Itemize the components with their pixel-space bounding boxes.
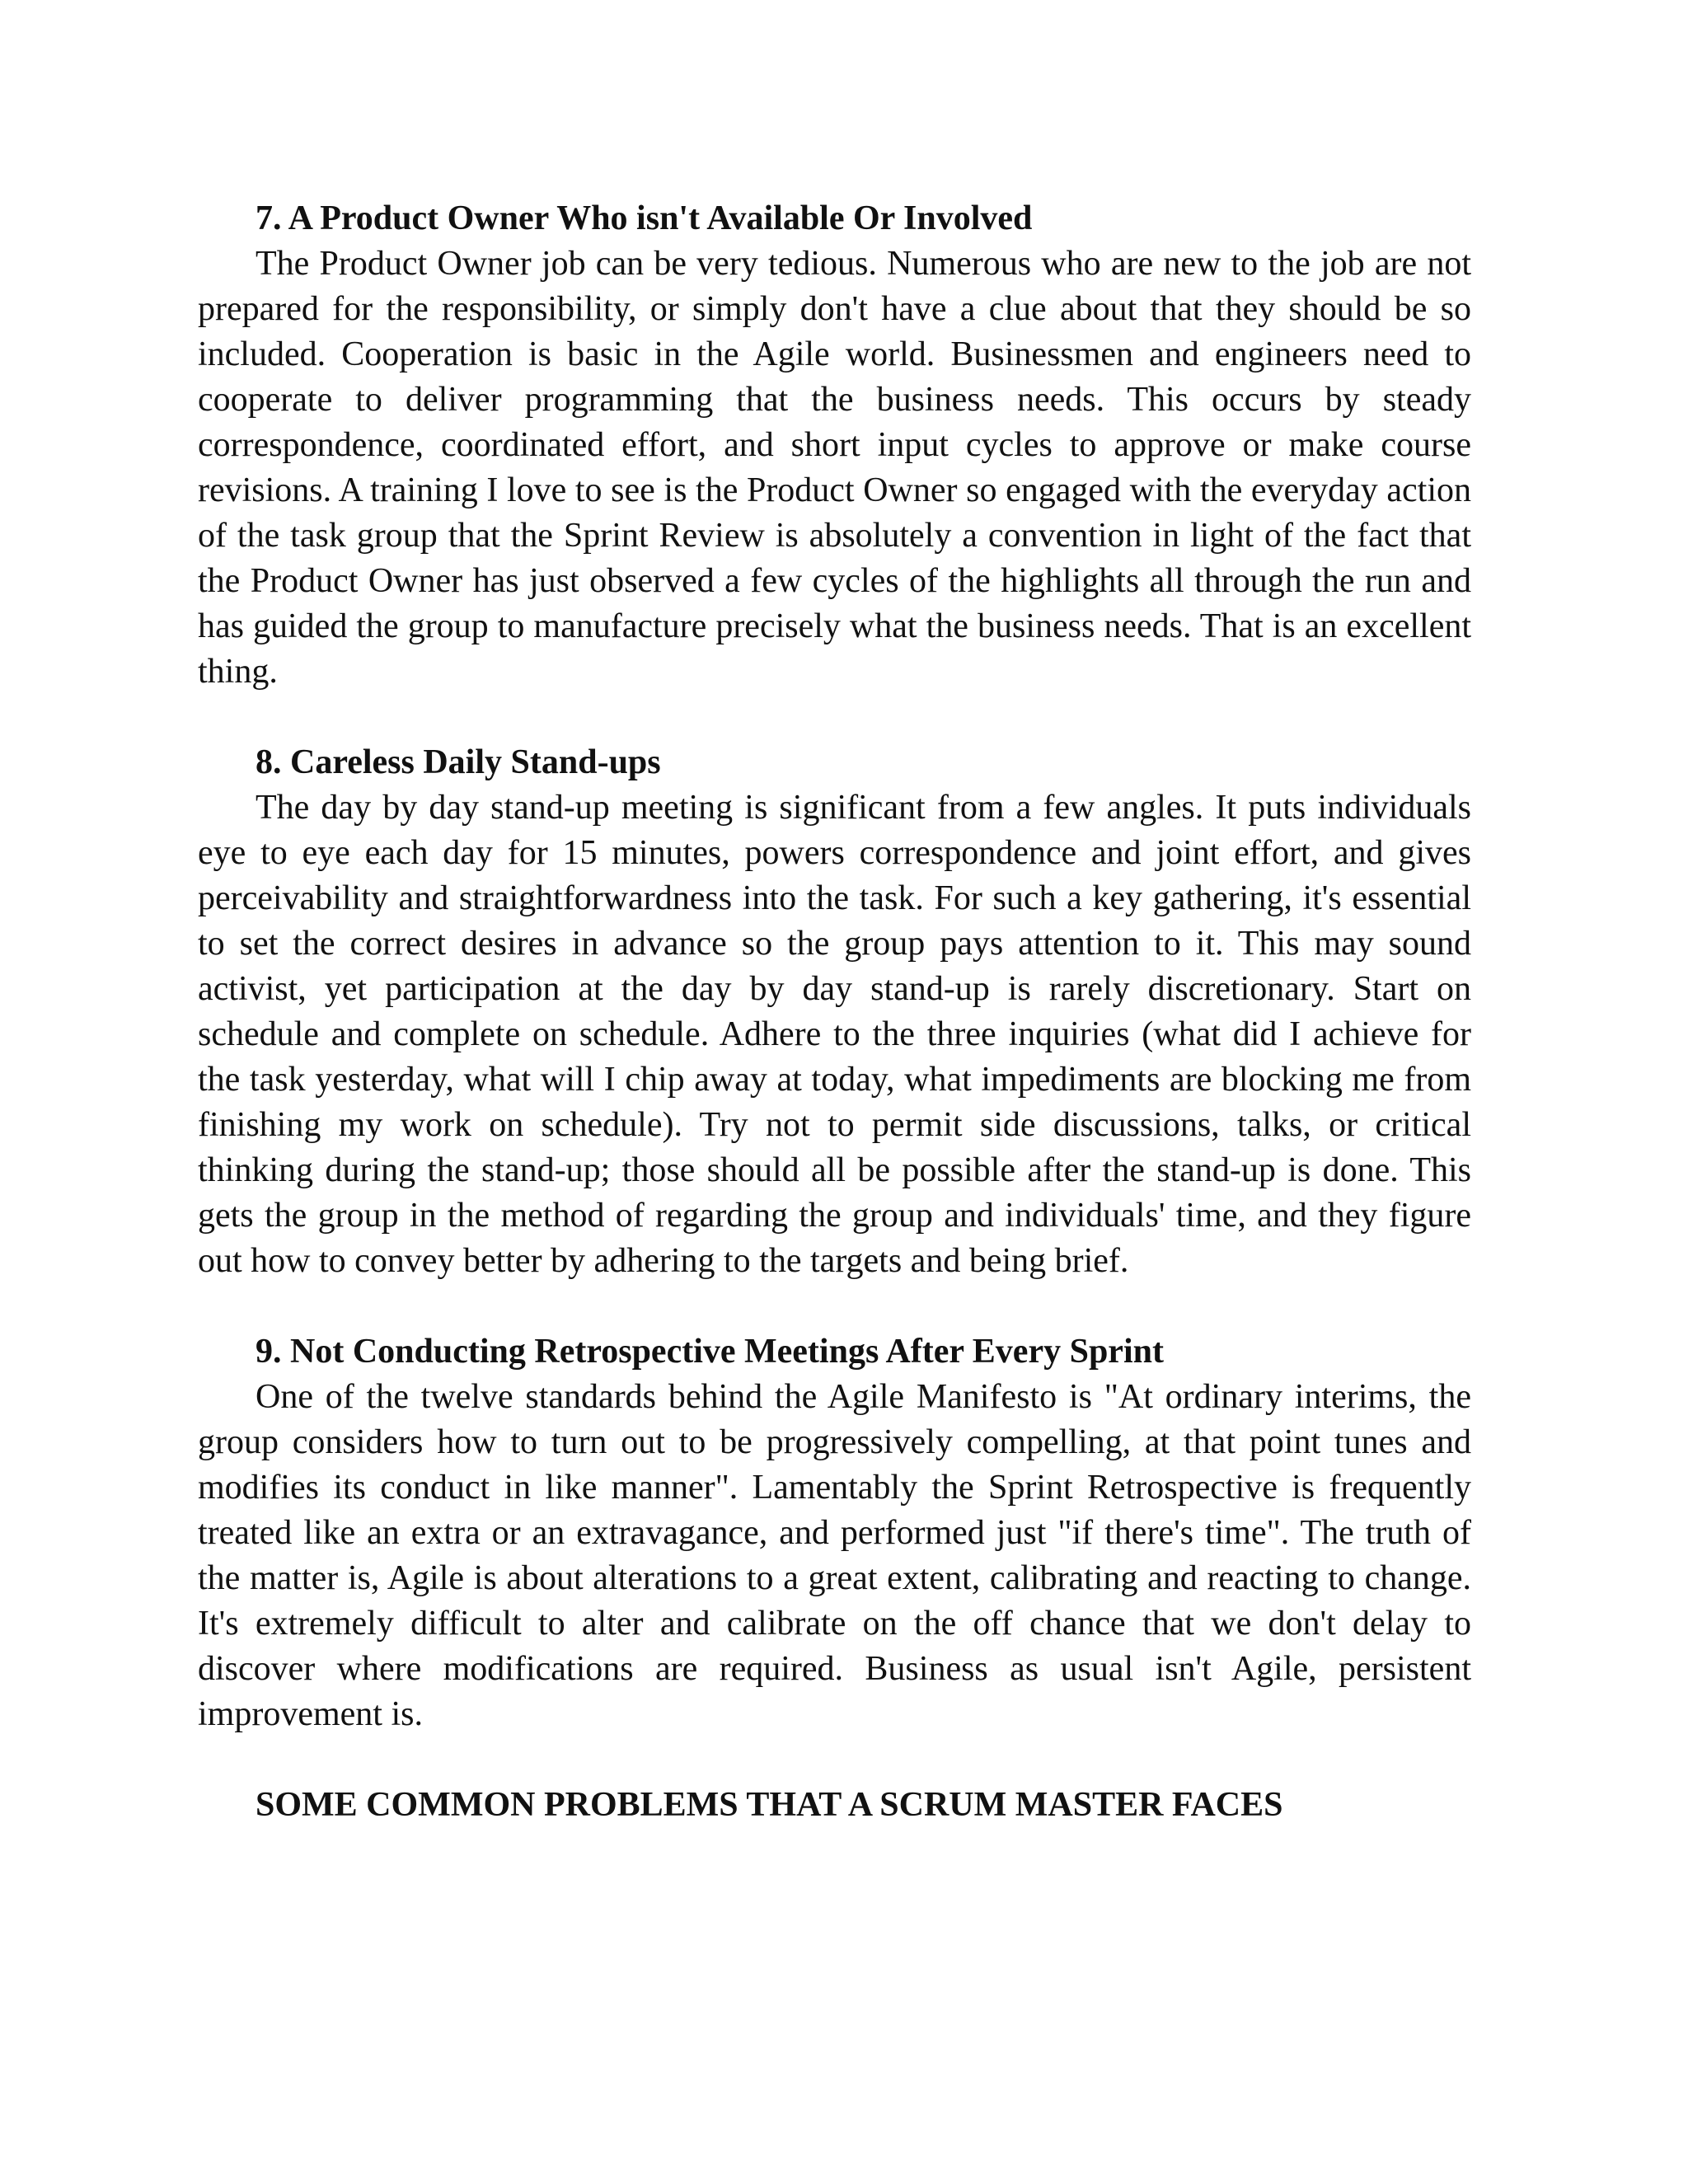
section-9 [198, 1329, 1471, 1737]
section-heading: 8. Careless Daily Stand-ups [256, 743, 661, 781]
section-paragraph: The Product Owner job can be very tedious. Numerous who are new to the job are not prepared for the responsibility, or simply don't have a clue about that they should be so included. Cooperation is basic in the Agile world. Businessmen and engineers need to cooperate to deliver programming that the business needs. This occurs by steady correspondence, coordinated effort, and short input cycles to approve or make course revisions. A training I love to see is the Product Owner so engaged with the everyday action of the task group that the Sprint Review is absolutely a convention in light of the fact that the Product Owner has just observed a few cycles of the highlights all through the run and has guided the group to manufacture precisely what the business needs. That is an excellent thing. [198, 245, 1471, 691]
section-8 [198, 740, 1471, 1284]
section-heading: 7. A Product Owner Who isn't Available Or Involved [256, 199, 1033, 237]
chapter-heading: SOME COMMON PROBLEMS THAT A SCRUM MASTER FACES [256, 1786, 1283, 1824]
section-7 [198, 196, 1471, 695]
document-page [198, 196, 1471, 1828]
section-paragraph: The day by day stand-up meeting is significant from a few angles. It puts individuals eye to eye each day for 15 minutes, powers correspondence and joint effort, and gives perceivability and straightforwardness into the task. For such a key gathering, it's essential to set the correct desires in advance so the group pays attention to it. This may sound activist, yet participation at the day by day stand-up is rarely discretionary. Start on schedule and complete on schedule. Adhere to the three inquiries (what did I achieve for the task yesterday, what will I chip away at today, what impediments are blocking me from finishing my work on schedule). Try not to permit side discussions, talks, or critical thinking during the stand-up; those should all be possible after the stand-up is done. This gets the group in the method of regarding the group and individuals' time, and they figure out how to convey better by adhering to the targets and being brief. [198, 789, 1471, 1280]
section-heading: 9. Not Conducting Retrospective Meetings After Every Sprint [256, 1333, 1164, 1371]
section-paragraph: One of the twelve standards behind the Agile Manifesto is "At ordinary interims, the group considers how to turn out to be progressively compelling, at that point tunes and modifies its conduct in like manner". Lamentably the Sprint Retrospective is frequently treated like an extra or an extravagance, and performed just "if there's time". The truth of the matter is, Agile is about alterations to a great extent, calibrating and reacting to change. It's extremely difficult to alter and calibrate on the off chance that we don't delay to discover where modifications are required. Business as usual isn't Agile, persistent improvement is. [198, 1378, 1471, 1733]
